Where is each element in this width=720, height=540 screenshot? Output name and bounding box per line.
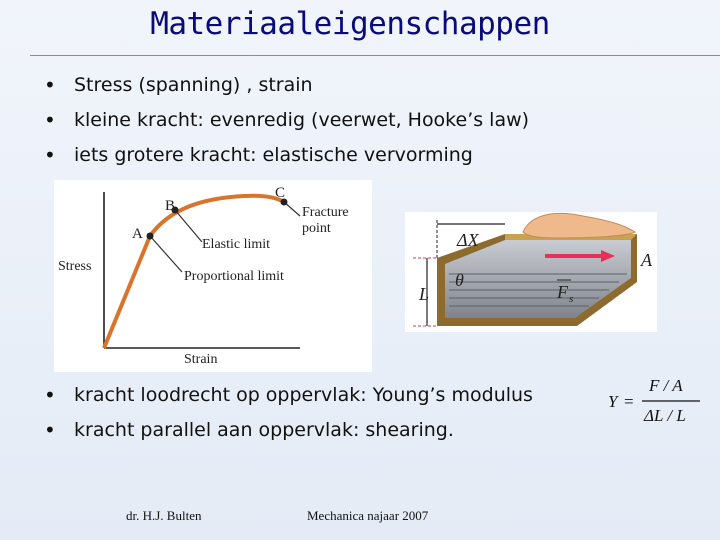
shear-figure (405, 212, 657, 332)
strain-axis-label: Strain (184, 352, 218, 367)
shear-diagram (405, 212, 657, 332)
title-divider (30, 55, 720, 56)
formula-numerator: F / A (649, 376, 683, 395)
fracture-label-line1: Fracture (302, 205, 349, 220)
shear-force-subscript: s (569, 293, 574, 305)
point-a-marker (147, 233, 154, 240)
bullet-elastic-deformation: • iets grotere kracht: elastische vervorming (44, 138, 529, 173)
stress-strain-graph (54, 180, 372, 372)
length-label: L (419, 284, 430, 304)
bullet-stress-strain: • Stress (spanning) , strain (44, 68, 529, 103)
slide-title: Materiaaleigenschappen (150, 6, 550, 42)
top-bullet-list (44, 68, 529, 173)
bottom-bullet-list (44, 378, 533, 448)
elastic-limit-pointer (175, 210, 202, 242)
area-label: A (641, 250, 652, 270)
bullet-shearing: • kracht parallel aan oppervlak: shearing. (44, 413, 533, 448)
shear-force-label: F (557, 282, 568, 302)
proportional-limit-label: Proportional limit (184, 269, 284, 284)
delta-x-label: ΔX (457, 230, 479, 250)
footer-author: dr. H.J. Bulten (126, 508, 202, 523)
proportional-limit-pointer (150, 236, 182, 272)
fracture-label-line2: point (302, 221, 331, 236)
bullet-youngs-modulus: • kracht loodrecht op oppervlak: Young’s modulus (44, 378, 533, 413)
point-b-label: B (165, 198, 176, 214)
formula-equals: = (624, 392, 634, 411)
stress-axis-label: Stress (58, 259, 92, 274)
youngs-modulus-formula (606, 372, 710, 428)
formula-denominator: ΔL / L (644, 406, 686, 425)
theta-label: θ (455, 270, 464, 290)
point-a-label: A (132, 226, 143, 242)
bullet-hookes-law: • kleine kracht: evenredig (veerwet, Hooke’s law) (44, 103, 529, 138)
stress-strain-figure (54, 180, 372, 372)
point-c-label: C (275, 185, 286, 201)
footer-course: Mechanica najaar 2007 (307, 508, 429, 523)
elastic-limit-label: Elastic limit (202, 237, 271, 252)
formula-lhs: Y (608, 392, 618, 411)
hand-icon (523, 213, 635, 238)
